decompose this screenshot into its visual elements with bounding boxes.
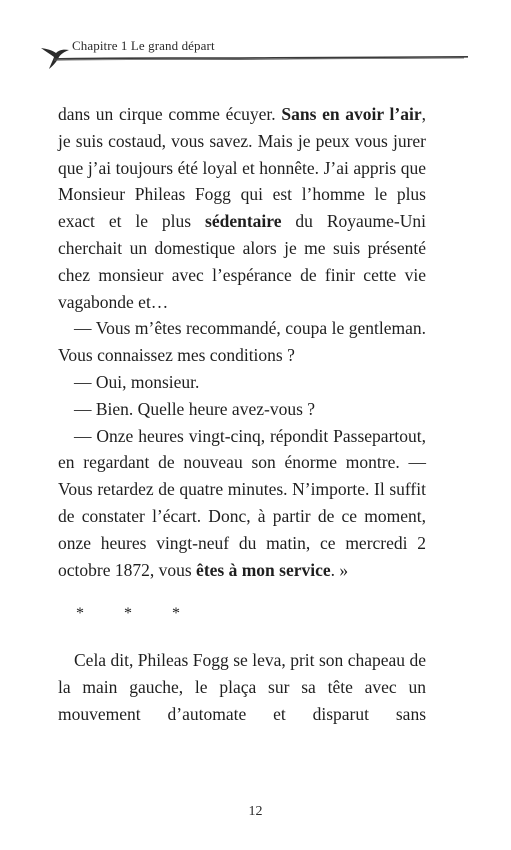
bold-phrase: êtes à mon service [196,559,331,580]
bold-phrase: Sans en avoir l’air [281,104,422,124]
section-separator: * * * [76,605,198,623]
paragraph: Cela dit, Phileas Fogg se leva, prit son chapeau de la main gauche, le plaça sur sa tête avec un mouvement d’automate et disparut sans [58,650,426,724]
dialogue-line: — Bien. Quelle heure avez-vous ? [74,398,316,419]
chapter-title: Chapitre 1 Le grand départ [72,38,215,53]
running-head [40,32,470,76]
page-body [58,101,426,728]
dialogue-line: — Vous m’êtes recommandé, coupa le gentleman. Vous connaissez mes conditions ? [58,318,426,366]
header-rule [54,54,470,64]
page-number: 12 [248,804,263,819]
bold-word: sédentaire [205,211,282,232]
dialogue-line: — Onze heures vingt-cinq, répondit Passepartout, en regardant de nouveau son énorme montre. — Vous retardez de quatre minutes. N’importe. Il suffit de constater l’écart. Donc, à partir de ce moment, onze heures vingt-neuf du matin, ce mercredi 2 octobre 1872, vous êtes à mon service. » [58,425,426,580]
dialogue-line: — Oui, monsieur. [74,371,200,392]
paragraph: dans un cirque comme écuyer. Sans en avoir l’air, je suis costaud, vous savez. Mais je peux vous jurer que j’ai toujours été loyal et honnête. J’ai appris que Monsieur Phileas Fogg qui est l’homme le plus exact et le plus sédentaire du Royaume-Uni cherchait un domestique alors je me suis présenté chez monsieur avec l’espérance de finir cette vie vagabonde et… [58,104,426,312]
